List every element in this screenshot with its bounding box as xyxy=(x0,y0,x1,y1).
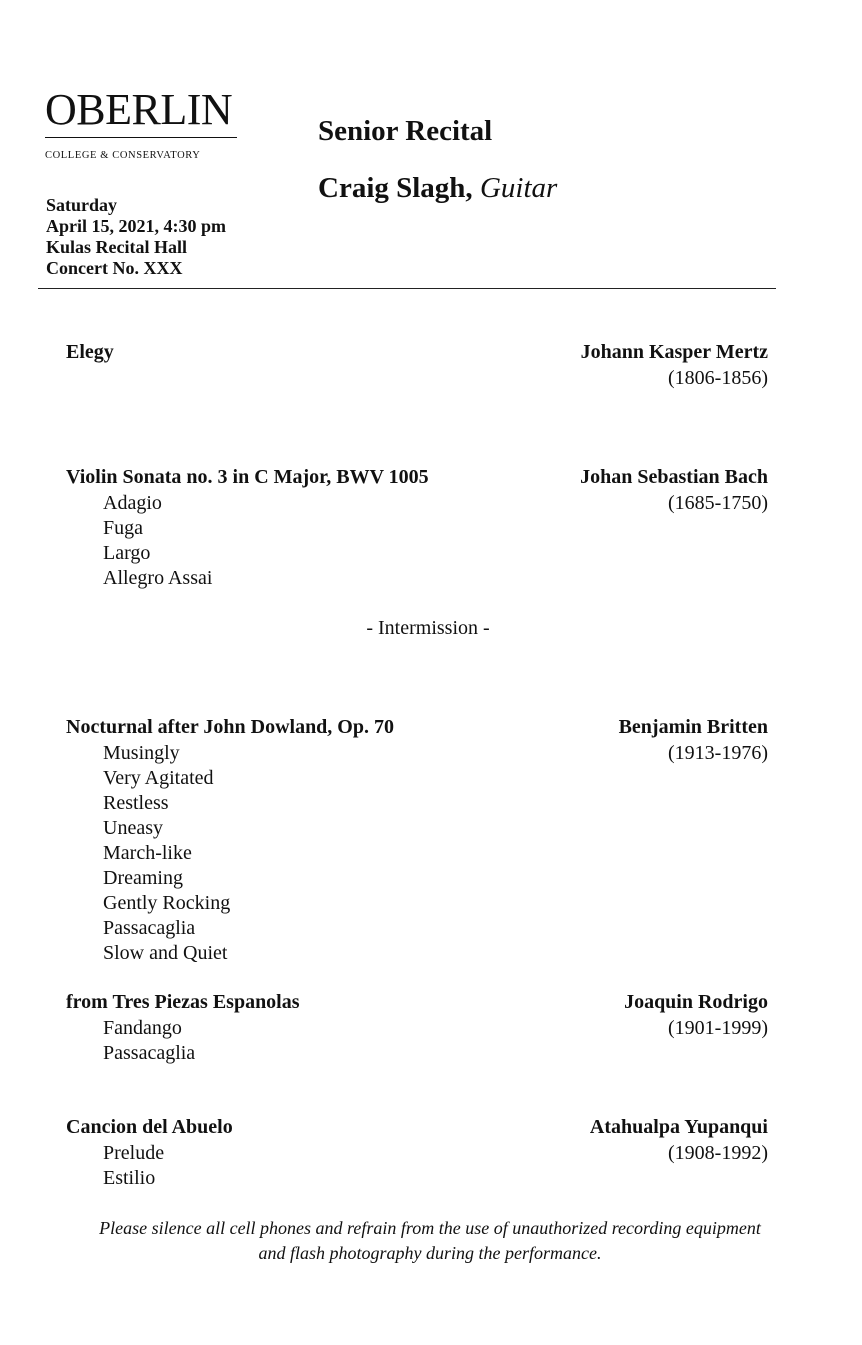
piece-composer: Johan Sebastian Bach xyxy=(580,466,768,488)
piece-composer: Johann Kasper Mertz xyxy=(580,341,768,363)
composer-dates: (1901-1999) xyxy=(668,1017,768,1039)
composer-dates: (1685-1750) xyxy=(668,492,768,514)
movement: Gently Rocking xyxy=(103,892,231,914)
movement: Largo xyxy=(103,542,151,564)
concert-number: Concert No. XXX xyxy=(46,258,183,278)
movement: March-like xyxy=(103,842,192,864)
movement-list xyxy=(103,741,230,966)
movement: Musingly xyxy=(103,742,180,764)
movement: Allegro Assai xyxy=(103,567,213,589)
logo-divider xyxy=(45,137,237,138)
intermission: - Intermission - xyxy=(366,617,490,639)
silence-phones-notice xyxy=(40,1216,820,1266)
movement: Fandango xyxy=(103,1017,182,1039)
concert-venue: Kulas Recital Hall xyxy=(46,237,187,257)
piece-composer: Atahualpa Yupanqui xyxy=(589,1116,768,1138)
logo-subtitle: COLLEGE & CONSERVATORY xyxy=(45,150,201,161)
piece-title: Violin Sonata no. 3 in C Major, BWV 1005 xyxy=(66,466,429,488)
header-divider xyxy=(38,288,776,289)
movement: Fuga xyxy=(103,517,143,539)
movement: Dreaming xyxy=(103,867,183,889)
piece-title: Elegy xyxy=(66,341,114,363)
performer xyxy=(318,172,557,205)
movement: Slow and Quiet xyxy=(103,942,228,964)
concert-date-time: April 15, 2021, 4:30 pm xyxy=(46,216,226,236)
movement: Uneasy xyxy=(103,817,163,839)
piece-title: Cancion del Abuelo xyxy=(66,1116,233,1138)
oberlin-logo: OBERLIN xyxy=(45,85,233,134)
movement: Estilio xyxy=(103,1167,156,1189)
movement-list xyxy=(103,491,212,591)
movement-list xyxy=(103,1141,164,1191)
piece-composer: Benjamin Britten xyxy=(618,716,768,738)
composer-dates: (1908-1992) xyxy=(668,1142,768,1164)
piece-composer: Joaquin Rodrigo xyxy=(624,991,768,1013)
notice-line: and flash photography during the performance. xyxy=(258,1243,602,1263)
recital-title: Senior Recital xyxy=(318,115,493,147)
movement: Prelude xyxy=(103,1142,165,1164)
movement: Passacaglia xyxy=(103,917,196,939)
composer-dates: (1806-1856) xyxy=(668,367,768,389)
composer-dates: (1913-1976) xyxy=(668,742,768,764)
performer-name: Craig Slagh, xyxy=(318,172,473,204)
movement-list xyxy=(103,1016,195,1066)
piece-title: Nocturnal after John Dowland, Op. 70 xyxy=(66,716,394,738)
piece-title: from Tres Piezas Espanolas xyxy=(66,991,300,1013)
movement: Very Agitated xyxy=(103,767,214,789)
notice-line: Please silence all cell phones and refrain from the use of unauthorized recording equipment xyxy=(99,1218,761,1238)
performer-instrument: Guitar xyxy=(479,172,558,204)
movement: Passacaglia xyxy=(103,1042,196,1064)
concert-day: Saturday xyxy=(46,195,118,215)
concert-info xyxy=(46,195,226,279)
movement: Restless xyxy=(103,792,169,814)
movement: Adagio xyxy=(103,492,162,514)
